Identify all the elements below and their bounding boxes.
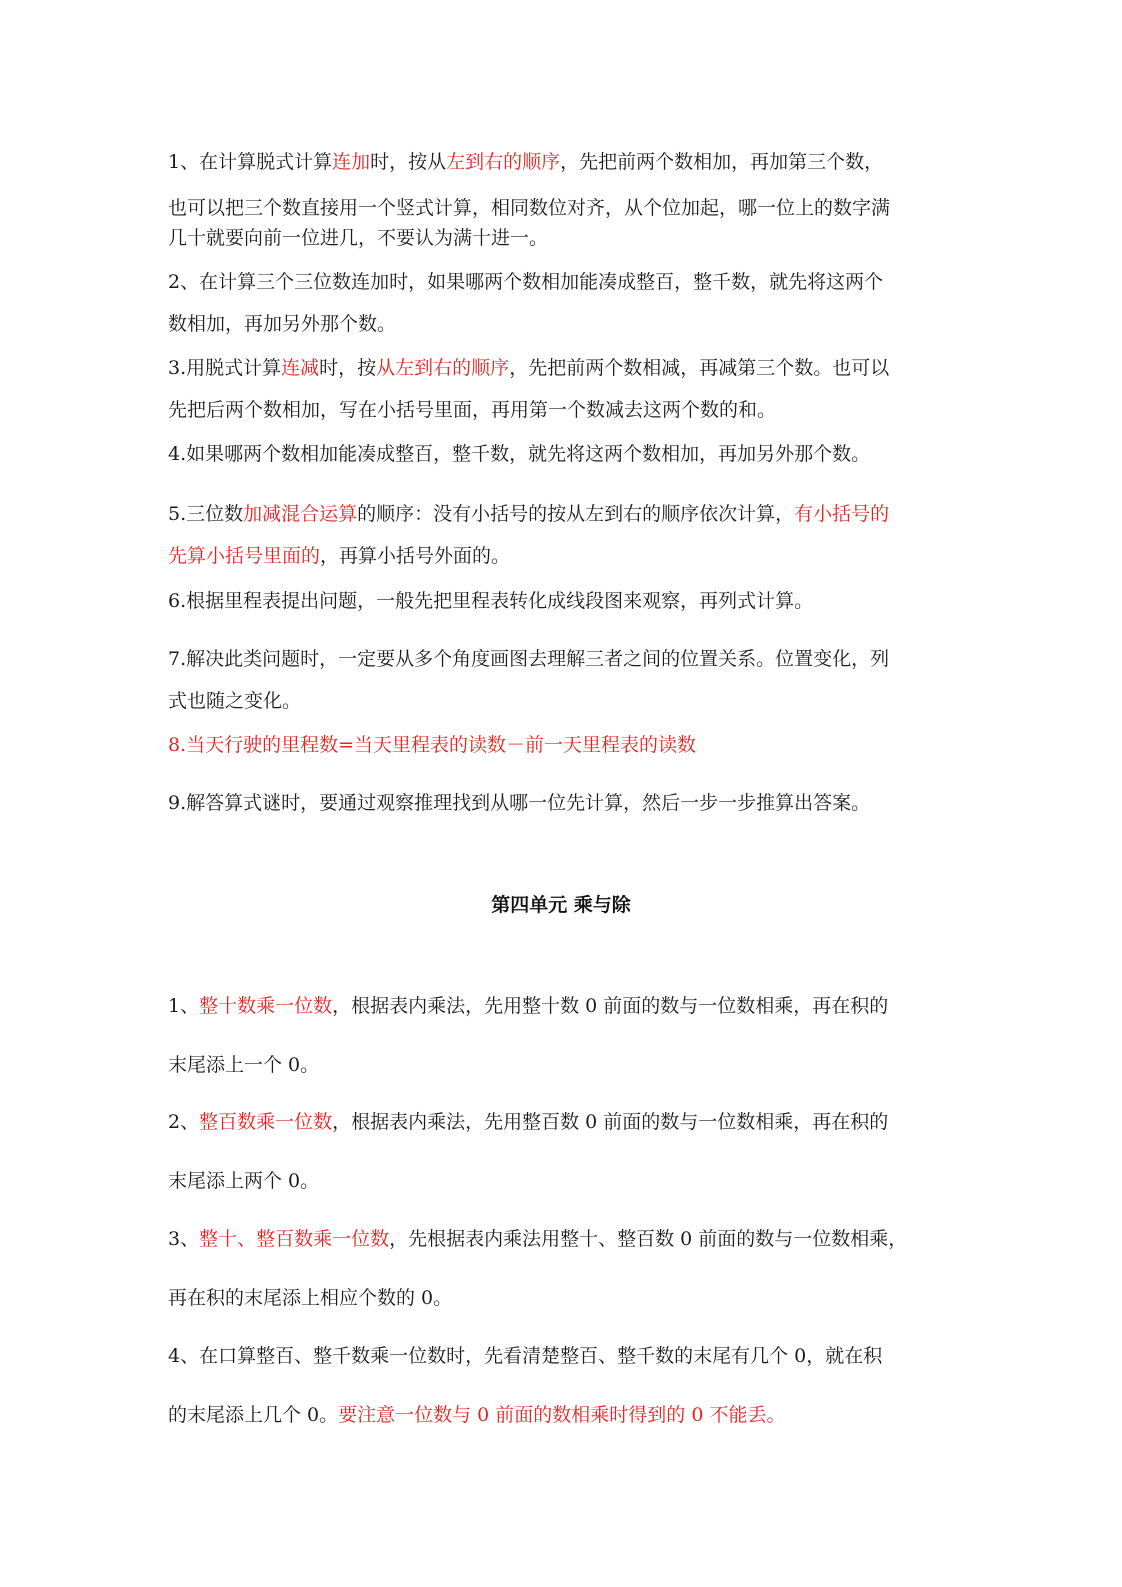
s3-item7-line1: 7.解决此类问题时，一定要从多个角度画图去理解三者之间的位置关系。位置变化，列	[168, 648, 890, 670]
s4-item4-line2: 的末尾添上几个 0。要注意一位数与 0 前面的数相乘时得到的 0 不能丢。	[168, 1404, 786, 1426]
s3-item7-line2: 式也随之变化。	[168, 690, 302, 712]
s4-item2-line1: 2、整百数乘一位数，根据表内乘法，先用整百数 0 前面的数与一位数相乘，再在积的	[168, 1111, 889, 1133]
s3-item5-line2: 先算小括号里面的，再算小括号外面的。	[168, 545, 511, 567]
s4-item2-line2: 末尾添上两个 0。	[168, 1170, 320, 1192]
s4-item4-line1: 4、在口算整百、整千数乘一位数时，先看清楚整百、整千数的末尾有几个 0，就在积	[168, 1345, 883, 1367]
s3-item3-line1: 3.用脱式计算连减时，按从左到右的顺序，先把前两个数相减，再减第三个数。也可以	[168, 357, 890, 379]
s3-item1-line3: 几十就要向前一位进几，不要认为满十进一。	[168, 227, 549, 249]
s3-item1-line2: 也可以把三个数直接用一个竖式计算，相同数位对齐，从个位加起，哪一位上的数字满	[168, 197, 891, 219]
s3-item4-line1: 4.如果哪两个数相加能凑成整百，整千数，就先将这两个数相加，再加另外那个数。	[168, 443, 871, 465]
s3-item5-line1: 5.三位数加减混合运算的顺序：没有小括号的按从左到右的顺序依次计算，有小括号的	[168, 503, 890, 525]
s3-item1-line1: 1、在计算脱式计算连加时，按从左到右的顺序，先把前两个数相加，再加第三个数，	[168, 151, 884, 173]
s3-item2-line2: 数相加，再加另外那个数。	[168, 313, 397, 335]
s4-item3-line2: 再在积的末尾添上相应个数的 0。	[168, 1287, 453, 1309]
s3-item3-line2: 先把后两个数相加，写在小括号里面，再用第一个数减去这两个数的和。	[168, 399, 777, 421]
s3-item8-line1: 8.当天行驶的里程数=当天里程表的读数－前一天里程表的读数	[168, 734, 697, 756]
s3-item2-line1: 2、在计算三个三位数连加时，如果哪两个数相加能凑成整百，整千数，就先将这两个	[168, 271, 884, 293]
s3-item9-line1: 9.解答算式谜时，要通过观察推理找到从哪一位先计算，然后一步一步推算出答案。	[168, 792, 871, 814]
s4-item3-line1: 3、整十、整百数乘一位数，先根据表内乘法用整十、整百数 0 前面的数与一位数相乘，	[168, 1228, 908, 1250]
section-heading: 第四单元 乘与除	[491, 894, 631, 916]
s3-item6-line1: 6.根据里程表提出问题，一般先把里程表转化成线段图来观察，再列式计算。	[168, 590, 814, 612]
s4-item1-line1: 1、整十数乘一位数，根据表内乘法，先用整十数 0 前面的数与一位数相乘，再在积的	[168, 995, 889, 1017]
s4-item1-line2: 末尾添上一个 0。	[168, 1054, 320, 1076]
